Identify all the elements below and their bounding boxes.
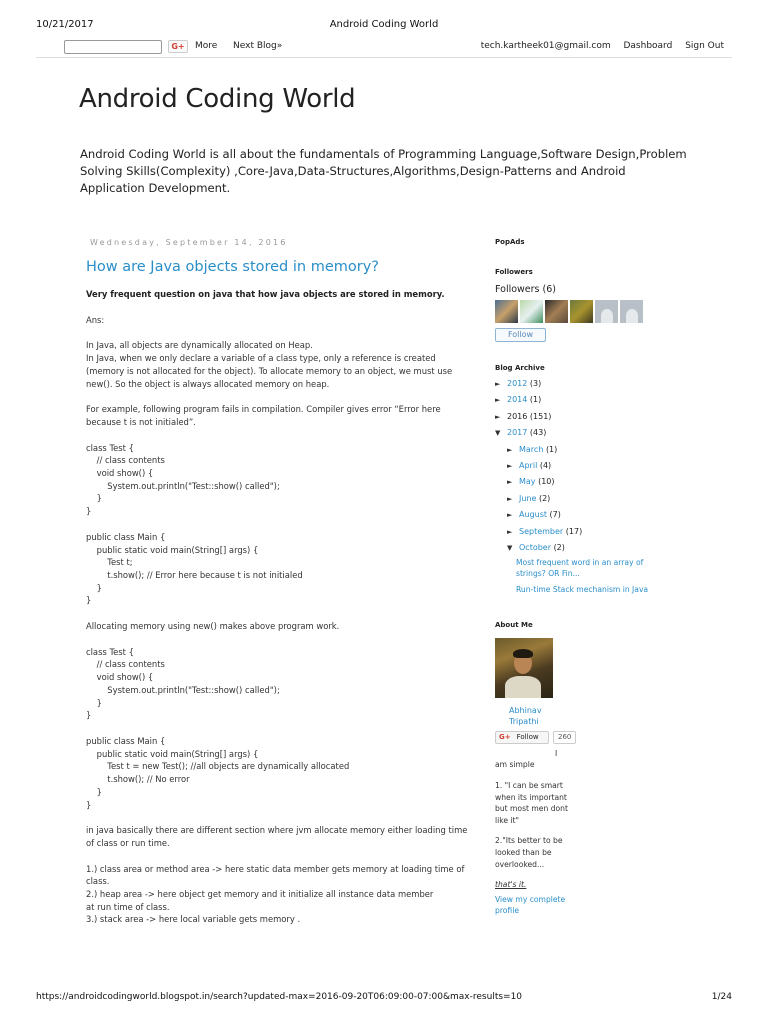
- post-body-line: 2.) heap area -> here object get memory and it initialize all instance data member: [86, 889, 434, 900]
- collapsed-arrow-icon[interactable]: ►: [507, 494, 513, 503]
- post-body-line: [86, 429, 476, 442]
- post-body-line: }: [86, 493, 102, 504]
- post-body-line: System.out.println("Test::show() called");: [86, 480, 280, 491]
- post-body-line: // class contents: [86, 659, 165, 670]
- archive-label[interactable]: May: [519, 477, 536, 487]
- profile-last-name: Tripathi: [509, 716, 539, 726]
- about-line: [495, 870, 655, 879]
- collapsed-arrow-icon[interactable]: ►: [507, 461, 513, 470]
- post-body-line: }: [86, 595, 92, 606]
- post-body-line: new(). So the object is always allocated memory on heap.: [86, 378, 330, 389]
- blog-archive-title: Blog Archive: [495, 364, 545, 372]
- popads-widget-title: PopAds: [495, 238, 525, 246]
- follow-button[interactable]: Follow: [495, 328, 546, 342]
- post-body-line: In Java, when we only declare a variable of a class type, only a reference is created: [86, 353, 436, 364]
- view-profile-link[interactable]: [495, 894, 655, 916]
- post-body-line: t.show(); // Error here because t is not initialed: [86, 569, 303, 580]
- more-link[interactable]: More: [195, 41, 218, 51]
- archive-item-may[interactable]: [495, 474, 655, 490]
- follower-avatar[interactable]: [595, 300, 618, 323]
- post-body-line: public class Main {: [86, 531, 166, 542]
- print-header: [36, 19, 732, 33]
- archive-label[interactable]: September: [519, 526, 564, 536]
- archive-count: (43): [529, 428, 547, 438]
- post-body-line: [86, 811, 476, 824]
- archive-post-link[interactable]: Most frequent word in an array of strings? OR Fin...: [516, 558, 644, 578]
- post-body-line: of class or run time.: [86, 837, 170, 848]
- follower-avatar[interactable]: [520, 300, 543, 323]
- about-line: [495, 826, 655, 835]
- about-line: but most men dont: [495, 804, 568, 814]
- blogger-navbar: [36, 38, 732, 58]
- post-body-line: [86, 390, 476, 403]
- archive-item-2012[interactable]: [495, 376, 655, 392]
- post-date-header: Wednesday, September 14, 2016: [90, 238, 288, 247]
- about-line: like it": [495, 815, 520, 825]
- collapsed-arrow-icon[interactable]: ►: [507, 527, 513, 536]
- post-body-line: }: [86, 506, 92, 517]
- expanded-arrow-icon[interactable]: ▼: [507, 543, 513, 552]
- archive-item-october[interactable]: [495, 540, 655, 556]
- google-plus-icon: G+: [499, 732, 511, 741]
- main-column: [86, 238, 476, 926]
- archive-label[interactable]: 2014: [507, 395, 528, 405]
- user-email: tech.kartheek01@gmail.com: [480, 41, 611, 51]
- archive-label[interactable]: June: [519, 493, 537, 503]
- about-line: looked than be: [495, 847, 552, 857]
- archive-label[interactable]: 2017: [507, 428, 528, 438]
- about-line: am simple: [495, 760, 535, 770]
- google-plus-button[interactable]: G+: [168, 40, 188, 53]
- post-body-line: in java basically there are different section where jvm allocate memory either loading time: [86, 825, 468, 836]
- post-body-line: [86, 326, 476, 339]
- about-line: 2."Its better to be: [495, 836, 563, 846]
- post-body-line: }: [86, 697, 102, 708]
- post-body-line: void show() {: [86, 672, 154, 683]
- post-body-line: // class contents: [86, 455, 165, 466]
- post-body-line: System.out.println("Test::show() called");: [86, 684, 280, 695]
- post-body-line: In Java, all objects are dynamically allocated on Heap.: [86, 340, 313, 351]
- post-body-line: }: [86, 799, 92, 810]
- followers-widget-title: Followers: [495, 268, 533, 276]
- archive-count: (7): [549, 510, 561, 520]
- archive-posts: [495, 558, 655, 596]
- post-body-line: Test t = new Test(); //all objects are dynamically allocated: [86, 761, 350, 772]
- post-body-line: }: [86, 582, 102, 593]
- collapsed-arrow-icon[interactable]: ►: [507, 445, 513, 454]
- followers-count: Followers (6): [495, 284, 556, 295]
- post-body-line: t.show(); // No error: [86, 774, 190, 785]
- post-body-line: 3.) stack area -> here local variable gets memory .: [86, 914, 301, 925]
- archive-item-2014[interactable]: [495, 392, 655, 408]
- about-line: that's it.: [495, 880, 527, 890]
- post-body-line: void show() {: [86, 468, 154, 479]
- post-body-line: [86, 633, 476, 646]
- google-follow-label: Follow: [516, 732, 539, 741]
- post-body-line: class Test {: [86, 442, 134, 453]
- post-body-line: [86, 607, 476, 620]
- archive-count: (1): [529, 395, 542, 405]
- post-body-line: class.: [86, 876, 110, 887]
- navbar-user-links: [471, 41, 724, 51]
- archive-item-march[interactable]: [495, 442, 655, 458]
- archive-item-april[interactable]: [495, 458, 655, 474]
- post-body-line: public static void main(String[] args) {: [86, 748, 259, 759]
- post-body-line: class Test {: [86, 646, 134, 657]
- post-body-line: [86, 850, 476, 863]
- follower-avatar[interactable]: [545, 300, 568, 323]
- view-profile-line: View my complete: [495, 894, 566, 904]
- blog-description: Android Coding World is all about the fundamentals of Programming Language,Software Design,Problem Solving Skills(Complexity) ,Core-Java,Data-Structures,Algorithms,Design-Patterns and Android Application Development.: [80, 147, 687, 195]
- archive-label[interactable]: 2012: [507, 379, 528, 388]
- print-date: 10/21/2017: [36, 19, 94, 30]
- archive-item-august[interactable]: [495, 507, 655, 523]
- archive-count: (4): [539, 460, 552, 470]
- archive-item-june[interactable]: [495, 491, 655, 507]
- next-blog-link[interactable]: Next Blog»: [233, 41, 283, 51]
- about-line: overlooked...: [495, 859, 545, 869]
- archive-count: (10): [538, 477, 555, 487]
- post-body-line: (memory is not allocated for the object). To allocate memory to an object, we must use: [86, 365, 453, 376]
- post-body-line: [86, 301, 476, 314]
- post-body-line: Very frequent question on java that how java objects are stored in memory.: [86, 289, 445, 299]
- follower-avatar[interactable]: [570, 300, 593, 323]
- view-profile-line: profile: [495, 905, 519, 915]
- collapsed-arrow-icon[interactable]: ►: [495, 380, 501, 388]
- sidebar: [495, 238, 655, 916]
- print-title: Android Coding World: [329, 19, 439, 30]
- archive-count: (1): [545, 444, 558, 454]
- post-title[interactable]: How are Java objects stored in memory?: [86, 259, 379, 275]
- post-body-line: }: [86, 786, 102, 797]
- post-body-line: at run time of class.: [86, 901, 170, 912]
- archive-item-september[interactable]: [495, 524, 655, 540]
- dashboard-link[interactable]: Dashboard: [623, 41, 673, 51]
- print-page-number: 1/24: [711, 992, 732, 1002]
- post-body-line: Allocating memory using new() makes above program work.: [86, 621, 340, 632]
- archive-count: (3): [529, 379, 542, 388]
- google-follow: [495, 731, 655, 744]
- navbar-search-input[interactable]: [64, 40, 162, 54]
- expanded-arrow-icon[interactable]: ▼: [495, 429, 501, 438]
- blog-title[interactable]: Android Coding World: [79, 84, 356, 114]
- about-line: 1. "I can be smart: [495, 780, 563, 790]
- follower-avatar[interactable]: [620, 300, 643, 323]
- collapsed-arrow-icon[interactable]: ►: [495, 412, 501, 421]
- collapsed-arrow-icon[interactable]: ►: [507, 511, 513, 520]
- archive-post-link[interactable]: Run-time Stack mechanism in Java: [516, 585, 649, 595]
- post-body-line: because t is not initialed”.: [86, 416, 196, 427]
- archive-label[interactable]: March: [519, 444, 544, 454]
- about-line: [495, 771, 655, 780]
- post-body-line: [86, 722, 476, 735]
- post-body-line: 1.) class area or method area -> here static data member gets memory at loading time of: [86, 863, 465, 874]
- archive-count: (17): [565, 526, 583, 536]
- about-line: I: [555, 748, 558, 758]
- archive-label[interactable]: April: [519, 460, 538, 470]
- post-body-line: Test t;: [86, 557, 133, 568]
- post-body-line: public class Main {: [86, 735, 166, 746]
- post-body: [86, 288, 476, 926]
- profile-name-link[interactable]: [495, 705, 655, 727]
- archive-label[interactable]: October: [519, 542, 552, 552]
- profile-first-name: Abhinav: [509, 705, 542, 715]
- follow-count: 260: [553, 731, 576, 744]
- blog-archive: [495, 376, 655, 556]
- profile-photo[interactable]: [495, 638, 553, 698]
- about-text: [495, 748, 655, 891]
- archive-count: (151): [529, 411, 552, 421]
- archive-item-2017[interactable]: [495, 425, 655, 441]
- post-body-line: }: [86, 710, 92, 721]
- post-body-line: Ans:: [86, 314, 105, 325]
- post-body-line: For example, following program fails in compilation. Compiler gives error “Error here: [86, 404, 441, 415]
- google-follow-button[interactable]: [495, 731, 549, 744]
- post-body-line: public static void main(String[] args) {: [86, 544, 259, 555]
- archive-count: (2): [553, 542, 565, 552]
- print-url: https://androidcodingworld.blogspot.in/search?updated-max=2016-09-20T06:09:00-07:00&max-results=10: [36, 992, 523, 1002]
- follower-avatar[interactable]: [495, 300, 518, 323]
- print-footer: [36, 992, 732, 1002]
- sign-out-link[interactable]: Sign Out: [685, 41, 724, 51]
- about-line: when its important: [495, 792, 567, 802]
- collapsed-arrow-icon[interactable]: ►: [495, 396, 501, 405]
- archive-item-2016[interactable]: [495, 409, 655, 425]
- collapsed-arrow-icon[interactable]: ►: [507, 478, 513, 487]
- about-me-title: About Me: [495, 620, 533, 629]
- archive-label[interactable]: August: [519, 510, 547, 520]
- post-body-line: [86, 518, 476, 531]
- archive-label[interactable]: 2016: [507, 411, 528, 421]
- follower-avatars: [495, 300, 655, 323]
- archive-count: (2): [538, 493, 551, 503]
